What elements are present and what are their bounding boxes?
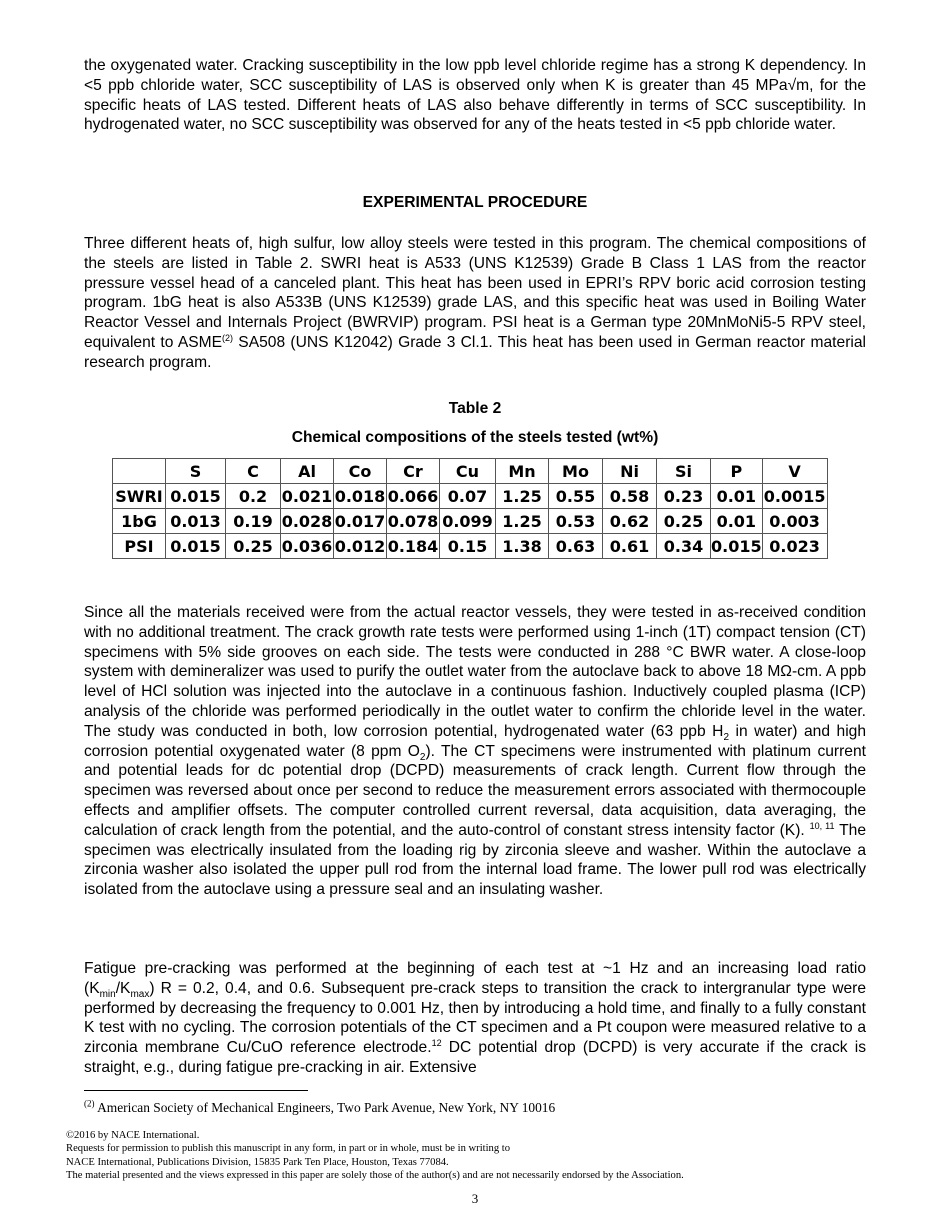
footnote-ref: (2) <box>222 332 234 343</box>
copyright-line: ©2016 by NACE International. <box>66 1130 200 1141</box>
methods-text-b: in water) and high corrosion potential oxygenated water (8 ppm O <box>84 722 867 760</box>
table-cell: 0.012 <box>334 534 387 559</box>
procedure-text-1: Three different heats of, high sulfur, low alloy steels were tested in this program. The chemical compositions of the steels are listed in Table 2. SWRI heat is A533 (UNS K12539) Grade B Class 1 LAS from the reactor pressure vessel head of a canceled plant. This heat has been used in EPRI’s RPV boric acid corrosion testing program. 1bG heat is also A533B (UNS K12539) grade LAS, and this specific heat was used in Boiling Water Reactor Vessel and Internals Project (BWRVIP) program. PSI heat is a German type 20MnMoNi5-5 RPV steel, equivalent to ASME <box>84 235 866 351</box>
table-header-cell: Cu <box>440 459 496 484</box>
table-header-row <box>113 459 828 484</box>
table-cell: 0.07 <box>440 484 496 509</box>
precrack-text-b: /K <box>115 979 131 997</box>
methods-text-c: ). The CT specimens were instrumented with platinum current and potential leads for dc potential drop (DCPD) measurements of crack length. Current flow through the specimen was reversed about once per second to reduce the measurement errors associated with thermocouple effects and amplifier offsets. The computer controlled current reversal, data acquisition, data averaging, the calculation of crack length from the potential, and the auto-control of constant stress intensity factor (K). <box>84 742 866 839</box>
footnote <box>84 1100 555 1116</box>
methods-text-a: Since all the materials received were from the actual reactor vessels, they were tested in as-received condition with no additional treatment. The crack growth rate tests were performed using 1-inch (1T) compact tension (CT) specimens with 5% side grooves on each side. The tests were conducted in 288 °C BWR water. A close-loop system with demineralizer was used to purify the outlet water from the autoclave back to above 18 MΩ-cm. A ppb level of HCl solution was injected into the autoclave in a continuous fashion. Inductively coupled plasma (ICP) analysis of the chloride was performed periodically in the outlet water to confirm the chloride level in the water. The study was conducted in both, low corrosion potential, hydrogenated water (63 ppb H <box>84 604 866 740</box>
precracking-paragraph <box>84 959 866 1078</box>
table-row-label: SWRI <box>113 484 166 509</box>
table-header-cell: Mo <box>549 459 603 484</box>
footnote-marker: (2) <box>84 1098 95 1109</box>
table-cell: 0.61 <box>603 534 657 559</box>
table-cell: 1.25 <box>496 509 549 534</box>
precrack-text-c: ) R = 0.2, 0.4, and 0.6. Subsequent pre-crack steps to transition the crack to intergranular type were performed by decreasing the frequency to 0.001 Hz, then by introducing a hold time, and finally to a fully constant K test with no cycling. The corrosion potentials of the CT specimen and a Pt coupon were measured relative to a zirconia membrane Cu/CuO reference electrode. <box>84 979 866 1057</box>
intro-paragraph: the oxygenated water. Cracking susceptibility in the low ppb level chloride regime has a strong K dependency. In <5 ppb chloride water, SCC susceptibility of LAS is observed only when K is greater than 45 MPa√m, for the specific heats of LAS tested. Different heats of LAS also behave differently in terms of SCC susceptibility. In hydrogenated water, no SCC susceptibility was observed for any of the heats tested in <5 ppb chloride water. <box>84 57 866 134</box>
table-cell: 0.036 <box>281 534 334 559</box>
table-cell: 1.38 <box>496 534 549 559</box>
procedure-text-2: SA508 (UNS K12042) Grade 3 Cl.1. This heat has been used in German reactor material research program. <box>84 333 866 371</box>
table-caption: Chemical compositions of the steels tested (wt%) <box>291 429 659 446</box>
table-cell: 0.015 <box>711 534 763 559</box>
table-cell: 0.028 <box>281 509 334 534</box>
kmax-subscript: max <box>130 988 150 1000</box>
table-cell: 0.078 <box>387 509 440 534</box>
table-header-cell: S <box>166 459 226 484</box>
table-row <box>113 534 828 559</box>
table-row-label: 1bG <box>113 509 166 534</box>
section-heading: EXPERIMENTAL PROCEDURE <box>362 194 588 211</box>
table-header-cell: C <box>226 459 281 484</box>
table-cell: 0.19 <box>226 509 281 534</box>
table-cell: 0.099 <box>440 509 496 534</box>
table-cell: 0.63 <box>549 534 603 559</box>
page-number: 3 <box>471 1191 479 1206</box>
table-row <box>113 509 828 534</box>
table-cell: 0.021 <box>281 484 334 509</box>
table-cell: 0.023 <box>762 534 827 559</box>
table-header-cell: V <box>762 459 827 484</box>
table-cell: 0.015 <box>166 534 226 559</box>
o2-subscript: 2 <box>419 751 426 763</box>
table-cell: 0.23 <box>657 484 711 509</box>
table-header-cell: Si <box>657 459 711 484</box>
table-cell: 0.003 <box>762 509 827 534</box>
table-header-cell: Co <box>334 459 387 484</box>
methods-text-d: The specimen was electrically insulated from the loading rig by zirconia sleeve and washer. Within the autoclave a zirconia washer also isolated the upper pull rod from the internal load frame. The lower pull rod was electrically isolated from the autoclave using a pressure seal and an insulating washer. <box>84 821 867 899</box>
table-cell: 0.34 <box>657 534 711 559</box>
table-cell: 0.62 <box>603 509 657 534</box>
table-cell: 0.25 <box>226 534 281 559</box>
precrack-text-d: DC potential drop (DCPD) is very accurate if the crack is straight, e.g., during fatigue pre-cracking in air. Extensive <box>84 1039 866 1076</box>
citation-ref: 12 <box>431 1038 442 1048</box>
kmin-subscript: min <box>99 988 116 1000</box>
table-header-cell: Cr <box>387 459 440 484</box>
table-cell: 0.017 <box>334 509 387 534</box>
table-row <box>113 484 828 509</box>
table-cell: 0.066 <box>387 484 440 509</box>
table-cell: 0.15 <box>440 534 496 559</box>
table-cell: 0.55 <box>549 484 603 509</box>
table-cell: 0.58 <box>603 484 657 509</box>
table-header-cell: P <box>711 459 763 484</box>
table-row-label: PSI <box>113 534 166 559</box>
table-header-cell: Al <box>281 459 334 484</box>
table-cell: 0.25 <box>657 509 711 534</box>
table-cell: 0.01 <box>711 484 763 509</box>
table-header-cell: Ni <box>603 459 657 484</box>
table-cell: 0.184 <box>387 534 440 559</box>
table-cell: 0.015 <box>166 484 226 509</box>
table-label: Table 2 <box>448 400 502 417</box>
methods-paragraph <box>84 603 866 900</box>
table-cell: 0.013 <box>166 509 226 534</box>
table-cell: 0.0015 <box>762 484 827 509</box>
footnote-text: American Society of Mechanical Engineers, Two Park Avenue, New York, NY 10016 <box>94 1100 556 1115</box>
table-cell: 0.018 <box>334 484 387 509</box>
composition-table <box>112 458 828 559</box>
table-cell: 0.2 <box>226 484 281 509</box>
h2-subscript: 2 <box>723 731 729 743</box>
footnote-divider <box>84 1090 308 1091</box>
disclaimer-line: The material presented and the views expressed in this paper are solely those of the author(s) and are not necessarily endorsed by the Association. <box>66 1169 684 1181</box>
precrack-text-a: Fatigue pre-cracking was performed at the beginning of each test at ~1 Hz and an increasing load ratio (K <box>84 960 866 997</box>
table-cell: 0.01 <box>711 509 763 534</box>
table-header-cell <box>113 459 166 484</box>
citation-ref: 10, 11 <box>809 820 835 831</box>
table-cell: 1.25 <box>496 484 549 509</box>
table-header-cell: Mn <box>496 459 549 484</box>
permission-line: Requests for permission to publish this manuscript in any form, in part or in whole, must be in writing to <box>66 1143 511 1155</box>
procedure-paragraph <box>84 234 866 373</box>
table-cell: 0.53 <box>549 509 603 534</box>
copyright-block <box>66 1129 684 1182</box>
address-line: NACE International, Publications Division, 15835 Park Ten Place, Houston, Texas 77084. <box>66 1156 449 1168</box>
